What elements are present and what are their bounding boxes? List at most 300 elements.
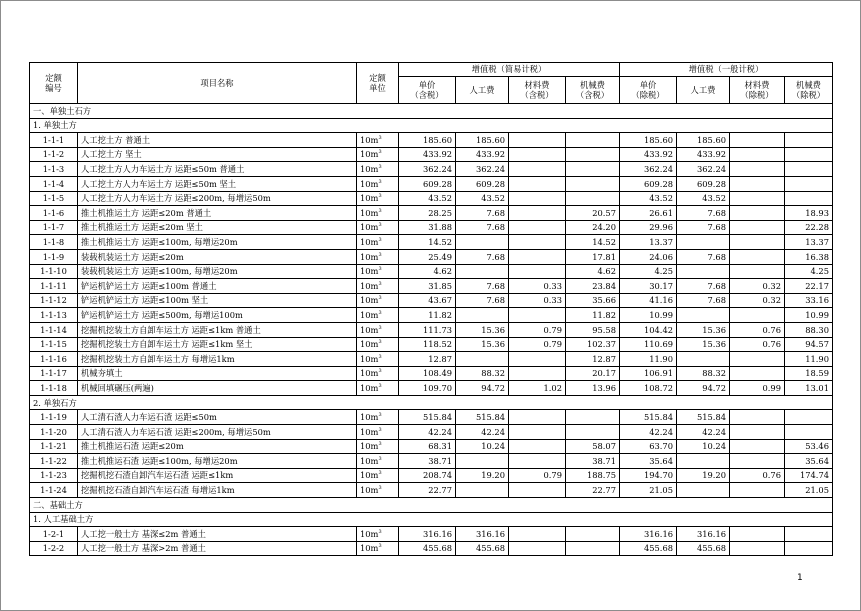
general-labor-cell: 455.68 xyxy=(677,541,730,556)
section-row xyxy=(30,395,833,410)
simple-unit-price-cell: 109.70 xyxy=(399,381,456,396)
general-unit-price-cell: 106.91 xyxy=(620,366,677,381)
quota-table-body xyxy=(30,104,833,556)
simple-machinery-cell xyxy=(566,162,620,177)
general-labor-cell: 43.52 xyxy=(677,191,730,206)
general-unit-price-cell: 10.99 xyxy=(620,308,677,323)
simple-labor-cell: 94.72 xyxy=(456,381,509,396)
item-name: 铲运机铲运土方 运距≤100m 普通土 xyxy=(78,279,357,294)
table-row xyxy=(30,235,833,250)
item-name: 人工挖土方人力车运土方 运距≤50m 普通土 xyxy=(78,162,357,177)
general-unit-price-cell: 26.61 xyxy=(620,206,677,221)
general-machinery-cell: 11.90 xyxy=(785,352,833,367)
section-title: 1. 单独土方 xyxy=(30,118,833,133)
simple-labor-cell xyxy=(456,308,509,323)
general-material-cell xyxy=(730,147,785,162)
general-unit-price-cell: 515.84 xyxy=(620,410,677,425)
general-unit-price-cell: 316.16 xyxy=(620,527,677,542)
quota-code: 1-1-2 xyxy=(30,147,78,162)
general-material-cell: 0.32 xyxy=(730,279,785,294)
general-machinery-cell: 22.28 xyxy=(785,220,833,235)
quota-code: 1-1-16 xyxy=(30,352,78,367)
general-material-cell xyxy=(730,454,785,469)
simple-material-cell xyxy=(509,220,566,235)
unit-exponent: 3 xyxy=(378,368,382,375)
simple-unit-price-cell: 108.49 xyxy=(399,366,456,381)
general-labor-cell: 15.36 xyxy=(677,322,730,337)
unit-text: 10m xyxy=(360,134,379,145)
unit-exponent: 3 xyxy=(378,178,382,185)
quota-code: 1-1-11 xyxy=(30,279,78,294)
unit-text: 10m xyxy=(360,368,379,379)
simple-labor-cell: 43.52 xyxy=(456,191,509,206)
general-machinery-cell: 18.59 xyxy=(785,366,833,381)
simple-machinery-cell: 23.84 xyxy=(566,279,620,294)
general-unit-price-cell: 42.24 xyxy=(620,425,677,440)
simple-machinery-cell xyxy=(566,133,620,148)
simple-material-cell xyxy=(509,162,566,177)
unit-exponent: 3 xyxy=(378,382,382,389)
quota-unit xyxy=(357,352,399,367)
general-labor-cell xyxy=(677,308,730,323)
quota-unit xyxy=(357,381,399,396)
unit-text: 10m xyxy=(360,441,379,452)
general-machinery-cell xyxy=(785,410,833,425)
simple-unit-price-cell: 455.68 xyxy=(399,541,456,556)
item-name: 挖掘机挖装土方自卸车运土方 运距≤1km 普通土 xyxy=(78,322,357,337)
simple-labor-cell: 7.68 xyxy=(456,293,509,308)
quota-unit xyxy=(357,293,399,308)
simple-unit-price-cell: 118.52 xyxy=(399,337,456,352)
general-machinery-cell xyxy=(785,133,833,148)
header-simple-machinery: 机械费 （含税） xyxy=(566,77,620,104)
header-simple-labor: 人工费 xyxy=(456,77,509,104)
general-labor-cell: 19.20 xyxy=(677,468,730,483)
general-material-cell xyxy=(730,206,785,221)
quota-unit xyxy=(357,425,399,440)
unit-text: 10m xyxy=(360,455,379,466)
item-name: 挖掘机挖装土方自卸车运土方 运距≤1km 坚土 xyxy=(78,337,357,352)
unit-exponent: 3 xyxy=(378,543,382,550)
simple-material-cell xyxy=(509,352,566,367)
table-row xyxy=(30,352,833,367)
table-row xyxy=(30,541,833,556)
general-machinery-cell: 174.74 xyxy=(785,468,833,483)
unit-exponent: 3 xyxy=(378,134,382,141)
simple-labor-cell: 362.24 xyxy=(456,162,509,177)
table-row xyxy=(30,425,833,440)
general-labor-cell: 433.92 xyxy=(677,147,730,162)
header-general-material: 材料费 （除税） xyxy=(730,77,785,104)
simple-unit-price-cell: 31.85 xyxy=(399,279,456,294)
simple-unit-price-cell: 25.49 xyxy=(399,249,456,264)
quota-code: 1-1-13 xyxy=(30,308,78,323)
table-row xyxy=(30,366,833,381)
quota-code: 1-1-17 xyxy=(30,366,78,381)
table-row xyxy=(30,454,833,469)
general-material-cell xyxy=(730,162,785,177)
header-simple-material: 材料费 （含税） xyxy=(509,77,566,104)
simple-machinery-cell: 11.82 xyxy=(566,308,620,323)
general-unit-price-cell: 41.16 xyxy=(620,293,677,308)
general-unit-price-cell: 4.25 xyxy=(620,264,677,279)
simple-machinery-cell: 13.96 xyxy=(566,381,620,396)
simple-unit-price-cell: 31.88 xyxy=(399,220,456,235)
simple-labor-cell: 433.92 xyxy=(456,147,509,162)
unit-text: 10m xyxy=(360,485,379,496)
simple-labor-cell xyxy=(456,352,509,367)
general-machinery-cell: 10.99 xyxy=(785,308,833,323)
unit-text: 10m xyxy=(360,178,379,189)
simple-machinery-cell: 38.71 xyxy=(566,454,620,469)
simple-unit-price-cell: 22.77 xyxy=(399,483,456,498)
unit-text: 10m xyxy=(360,193,379,204)
simple-machinery-cell xyxy=(566,527,620,542)
general-unit-price-cell: 35.64 xyxy=(620,454,677,469)
chapter-title: 二、基础土方 xyxy=(30,498,833,513)
item-name: 装载机装运土方 运距≤100m, 每增运20m xyxy=(78,264,357,279)
general-unit-price-cell: 30.17 xyxy=(620,279,677,294)
general-unit-price-cell: 110.69 xyxy=(620,337,677,352)
quota-unit xyxy=(357,439,399,454)
item-name: 人工挖土方 普通土 xyxy=(78,133,357,148)
general-labor-cell: 185.60 xyxy=(677,133,730,148)
header-code: 定额 编号 xyxy=(30,63,78,104)
table-row xyxy=(30,206,833,221)
section-row xyxy=(30,118,833,133)
unit-exponent: 3 xyxy=(378,485,382,492)
simple-material-cell xyxy=(509,527,566,542)
general-labor-cell: 7.68 xyxy=(677,279,730,294)
item-name: 人工挖土方 坚土 xyxy=(78,147,357,162)
general-material-cell xyxy=(730,541,785,556)
general-unit-price-cell: 609.28 xyxy=(620,176,677,191)
simple-material-cell xyxy=(509,439,566,454)
simple-unit-price-cell: 11.82 xyxy=(399,308,456,323)
quota-code: 1-1-18 xyxy=(30,381,78,396)
simple-material-cell xyxy=(509,308,566,323)
simple-material-cell xyxy=(509,425,566,440)
simple-unit-price-cell: 68.31 xyxy=(399,439,456,454)
simple-labor-cell xyxy=(456,454,509,469)
unit-exponent: 3 xyxy=(378,236,382,243)
unit-text: 10m xyxy=(360,295,379,306)
quota-code: 1-1-22 xyxy=(30,454,78,469)
general-machinery-cell: 21.05 xyxy=(785,483,833,498)
header-general-labor: 人工费 xyxy=(677,77,730,104)
simple-labor-cell xyxy=(456,235,509,250)
simple-machinery-cell xyxy=(566,541,620,556)
simple-unit-price-cell: 316.16 xyxy=(399,527,456,542)
general-material-cell xyxy=(730,439,785,454)
general-labor-cell xyxy=(677,352,730,367)
unit-exponent: 3 xyxy=(378,193,382,200)
unit-exponent: 3 xyxy=(378,528,382,535)
general-unit-price-cell: 11.90 xyxy=(620,352,677,367)
table-row xyxy=(30,293,833,308)
unit-exponent: 3 xyxy=(378,455,382,462)
unit-text: 10m xyxy=(360,280,379,291)
general-machinery-cell: 16.38 xyxy=(785,249,833,264)
table-row xyxy=(30,483,833,498)
quota-unit xyxy=(357,206,399,221)
simple-labor-cell: 19.20 xyxy=(456,468,509,483)
general-machinery-cell xyxy=(785,191,833,206)
table-row xyxy=(30,337,833,352)
simple-unit-price-cell: 111.73 xyxy=(399,322,456,337)
table-row xyxy=(30,439,833,454)
simple-labor-cell: 7.68 xyxy=(456,220,509,235)
simple-machinery-cell xyxy=(566,147,620,162)
unit-text: 10m xyxy=(360,309,379,320)
general-labor-cell: 94.72 xyxy=(677,381,730,396)
general-unit-price-cell: 63.70 xyxy=(620,439,677,454)
general-material-cell: 0.76 xyxy=(730,337,785,352)
item-name: 人工挖一般土方 基深≤2m 普通土 xyxy=(78,527,357,542)
simple-unit-price-cell: 433.92 xyxy=(399,147,456,162)
simple-material-cell xyxy=(509,191,566,206)
general-unit-price-cell: 185.60 xyxy=(620,133,677,148)
unit-text: 10m xyxy=(360,266,379,277)
simple-labor-cell: 88.32 xyxy=(456,366,509,381)
unit-text: 10m xyxy=(360,470,379,481)
simple-unit-price-cell: 14.52 xyxy=(399,235,456,250)
simple-material-cell: 1.02 xyxy=(509,381,566,396)
simple-labor-cell: 7.68 xyxy=(456,206,509,221)
unit-text: 10m xyxy=(360,412,379,423)
quota-unit xyxy=(357,235,399,250)
item-name: 人工清石渣人力车运石渣 运距≤200m, 每增运50m xyxy=(78,425,357,440)
quota-code: 1-2-2 xyxy=(30,541,78,556)
quota-code: 1-1-21 xyxy=(30,439,78,454)
quota-unit xyxy=(357,468,399,483)
section-row xyxy=(30,104,833,119)
simple-material-cell xyxy=(509,147,566,162)
header-group-simple-tax: 增值税（简易计税） xyxy=(399,63,620,77)
general-labor-cell: 362.24 xyxy=(677,162,730,177)
general-labor-cell: 7.68 xyxy=(677,206,730,221)
general-material-cell xyxy=(730,133,785,148)
simple-labor-cell: 316.16 xyxy=(456,527,509,542)
simple-machinery-cell: 102.37 xyxy=(566,337,620,352)
simple-unit-price-cell: 43.52 xyxy=(399,191,456,206)
item-name: 铲运机铲运土方 运距≤100m 坚土 xyxy=(78,293,357,308)
unit-exponent: 3 xyxy=(378,295,382,302)
quota-unit xyxy=(357,249,399,264)
general-material-cell: 0.76 xyxy=(730,468,785,483)
quota-code: 1-1-7 xyxy=(30,220,78,235)
general-unit-price-cell: 24.06 xyxy=(620,249,677,264)
item-name: 人工挖土方人力车运土方 运距≤50m 坚土 xyxy=(78,176,357,191)
unit-text: 10m xyxy=(360,339,379,350)
simple-machinery-cell: 24.20 xyxy=(566,220,620,235)
simple-labor-cell xyxy=(456,264,509,279)
simple-material-cell xyxy=(509,133,566,148)
table-row xyxy=(30,133,833,148)
quota-code: 1-1-9 xyxy=(30,249,78,264)
simple-material-cell: 0.79 xyxy=(509,322,566,337)
general-material-cell xyxy=(730,425,785,440)
simple-machinery-cell xyxy=(566,410,620,425)
unit-exponent: 3 xyxy=(378,164,382,171)
simple-labor-cell: 515.84 xyxy=(456,410,509,425)
simple-material-cell xyxy=(509,235,566,250)
unit-text: 10m xyxy=(360,543,379,554)
section-title: 1. 人工基础土方 xyxy=(30,512,833,527)
item-name: 推土机推运土方 运距≤20m 普通土 xyxy=(78,206,357,221)
table-row xyxy=(30,249,833,264)
quota-unit xyxy=(357,162,399,177)
unit-exponent: 3 xyxy=(378,309,382,316)
unit-exponent: 3 xyxy=(378,222,382,229)
item-name: 挖掘机挖石渣自卸汽车运石渣 运距≤1km xyxy=(78,468,357,483)
unit-text: 10m xyxy=(360,251,379,262)
unit-text: 10m xyxy=(360,426,379,437)
unit-exponent: 3 xyxy=(378,149,382,156)
page-number: 1 xyxy=(797,573,803,583)
unit-text: 10m xyxy=(360,222,379,233)
general-machinery-cell: 13.37 xyxy=(785,235,833,250)
simple-material-cell xyxy=(509,483,566,498)
simple-labor-cell: 15.36 xyxy=(456,322,509,337)
item-name: 推土机推运石渣 运距≤20m xyxy=(78,439,357,454)
general-unit-price-cell: 433.92 xyxy=(620,147,677,162)
general-unit-price-cell: 104.42 xyxy=(620,322,677,337)
general-machinery-cell xyxy=(785,162,833,177)
quota-unit xyxy=(357,322,399,337)
general-labor-cell: 10.24 xyxy=(677,439,730,454)
item-name: 铲运机铲运土方 运距≤500m, 每增运100m xyxy=(78,308,357,323)
header-name: 项目名称 xyxy=(78,63,357,104)
item-name: 机械回填碾压(两遍) xyxy=(78,381,357,396)
simple-material-cell xyxy=(509,366,566,381)
simple-unit-price-cell: 12.87 xyxy=(399,352,456,367)
unit-text: 10m xyxy=(360,528,379,539)
general-material-cell xyxy=(730,191,785,206)
unit-text: 10m xyxy=(360,382,379,393)
item-name: 挖掘机挖装土方自卸车运土方 每增运1km xyxy=(78,352,357,367)
simple-machinery-cell: 4.62 xyxy=(566,264,620,279)
quota-unit xyxy=(357,220,399,235)
general-labor-cell xyxy=(677,454,730,469)
general-machinery-cell: 88.30 xyxy=(785,322,833,337)
quota-code: 1-1-19 xyxy=(30,410,78,425)
simple-labor-cell: 455.68 xyxy=(456,541,509,556)
general-material-cell xyxy=(730,410,785,425)
unit-exponent: 3 xyxy=(378,426,382,433)
quota-unit xyxy=(357,191,399,206)
simple-unit-price-cell: 43.67 xyxy=(399,293,456,308)
unit-text: 10m xyxy=(360,207,379,218)
general-machinery-cell: 53.46 xyxy=(785,439,833,454)
simple-material-cell xyxy=(509,176,566,191)
item-name: 推土机推运石渣 运距≤100m, 每增运20m xyxy=(78,454,357,469)
general-machinery-cell: 22.17 xyxy=(785,279,833,294)
simple-machinery-cell: 58.07 xyxy=(566,439,620,454)
simple-material-cell: 0.33 xyxy=(509,293,566,308)
quota-code: 1-1-1 xyxy=(30,133,78,148)
table-row xyxy=(30,308,833,323)
quota-code: 1-1-3 xyxy=(30,162,78,177)
simple-labor-cell: 10.24 xyxy=(456,439,509,454)
unit-exponent: 3 xyxy=(378,266,382,273)
general-unit-price-cell: 29.96 xyxy=(620,220,677,235)
general-unit-price-cell: 362.24 xyxy=(620,162,677,177)
table-row xyxy=(30,162,833,177)
quota-unit xyxy=(357,337,399,352)
general-material-cell xyxy=(730,249,785,264)
item-name: 机械夯填土 xyxy=(78,366,357,381)
simple-material-cell xyxy=(509,206,566,221)
simple-machinery-cell: 20.57 xyxy=(566,206,620,221)
general-labor-cell: 7.68 xyxy=(677,220,730,235)
unit-text: 10m xyxy=(360,353,379,364)
quota-table xyxy=(29,62,833,556)
simple-material-cell xyxy=(509,454,566,469)
item-name: 人工挖一般土方 基深>2m 普通土 xyxy=(78,541,357,556)
simple-material-cell: 0.33 xyxy=(509,279,566,294)
general-material-cell: 0.76 xyxy=(730,322,785,337)
chapter-title: 一、单独土石方 xyxy=(30,104,833,119)
general-material-cell: 0.32 xyxy=(730,293,785,308)
simple-material-cell xyxy=(509,541,566,556)
quota-unit xyxy=(357,454,399,469)
general-labor-cell: 88.32 xyxy=(677,366,730,381)
unit-exponent: 3 xyxy=(378,280,382,287)
item-name: 人工清石渣人力车运石渣 运距≤50m xyxy=(78,410,357,425)
quota-code: 1-1-15 xyxy=(30,337,78,352)
unit-text: 10m xyxy=(360,164,379,175)
header-general-machinery: 机械费 （除税） xyxy=(785,77,833,104)
quota-code: 1-1-12 xyxy=(30,293,78,308)
unit-exponent: 3 xyxy=(378,339,382,346)
quota-code: 1-1-20 xyxy=(30,425,78,440)
simple-unit-price-cell: 38.71 xyxy=(399,454,456,469)
simple-machinery-cell xyxy=(566,176,620,191)
quota-code: 1-1-6 xyxy=(30,206,78,221)
simple-material-cell xyxy=(509,249,566,264)
table-row xyxy=(30,191,833,206)
unit-exponent: 3 xyxy=(378,207,382,214)
general-material-cell xyxy=(730,308,785,323)
quota-code: 1-1-14 xyxy=(30,322,78,337)
general-labor-cell xyxy=(677,264,730,279)
quota-unit xyxy=(357,308,399,323)
item-name: 人工挖土方人力车运土方 运距≤200m, 每增运50m xyxy=(78,191,357,206)
quota-unit xyxy=(357,279,399,294)
simple-machinery-cell: 14.52 xyxy=(566,235,620,250)
table-row xyxy=(30,264,833,279)
simple-unit-price-cell: 515.84 xyxy=(399,410,456,425)
simple-unit-price-cell: 42.24 xyxy=(399,425,456,440)
simple-machinery-cell: 12.87 xyxy=(566,352,620,367)
quota-unit xyxy=(357,541,399,556)
table-row xyxy=(30,527,833,542)
table-row xyxy=(30,147,833,162)
general-labor-cell xyxy=(677,483,730,498)
general-machinery-cell xyxy=(785,425,833,440)
simple-machinery-cell: 22.77 xyxy=(566,483,620,498)
unit-exponent: 3 xyxy=(378,470,382,477)
simple-material-cell: 0.79 xyxy=(509,337,566,352)
header-group-general-tax: 增值税（一般计税） xyxy=(620,63,833,77)
simple-unit-price-cell: 4.62 xyxy=(399,264,456,279)
general-machinery-cell xyxy=(785,541,833,556)
general-unit-price-cell: 455.68 xyxy=(620,541,677,556)
quota-code: 1-1-4 xyxy=(30,176,78,191)
general-material-cell xyxy=(730,352,785,367)
table-row xyxy=(30,468,833,483)
